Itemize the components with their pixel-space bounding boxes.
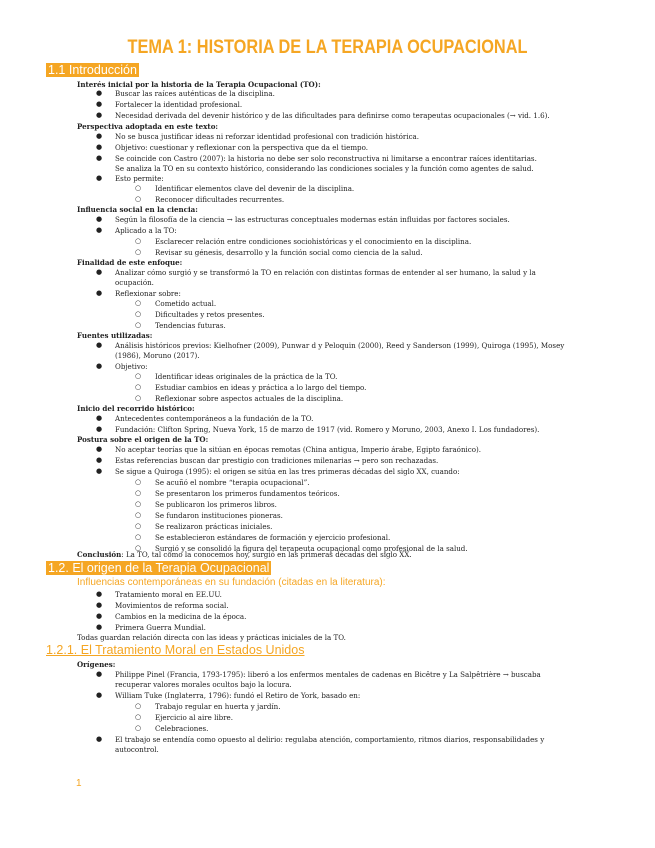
list-item: Philippe Pinel (Francia, 1793-1795): liberó a los enfermos mentales de cadenas en Bicêtre y La Salpêtrière → buscaba (115, 670, 541, 679)
conclusion: Conclusión: La TO, tal como la conocemos hoy, surgió en las primeras décadas del siglo XX. (77, 550, 412, 559)
list-item: Esto permite: (115, 174, 164, 183)
list-item: No aceptar teorías que la sitúan en épocas remotas (China antigua, Imperio árabe, Egipto faraónico). (115, 445, 482, 454)
page-number: 1 (76, 778, 82, 789)
sub-list-item: Esclarecer relación entre condiciones sociohistóricas y el conocimiento en la disciplina. (155, 237, 472, 246)
list-item: Objetivo: cuestionar y reflexionar con la perspectiva que da el tiempo. (115, 143, 368, 152)
list-item: El trabajo se entendía como opuesto al delirio: regulaba atención, comportamiento, ritmos diarios, responsabilidades y (115, 735, 545, 744)
sub-list-item: Se establecieron estándares de formación y ejercicio profesional. (155, 533, 391, 542)
list-item: Análisis históricos previos: Kielhofner (2009), Punwar d y Peloquin (2000), Reed y Sanderson (1999), Quiroga (1995), Mosey (115, 341, 565, 350)
list-item: Analizar cómo surgió y se transformó la TO en relación con distintas formas de entender al ser humano, la salud y la (115, 268, 536, 277)
sub-list-item: Se fundaron instituciones pioneras. (155, 511, 283, 520)
list-item: Tratamiento moral en EE.UU. (115, 590, 222, 599)
list-item: Buscar las raíces auténticas de la disciplina. (115, 89, 275, 98)
sub-list-item: Trabajo regular en huerta y jardín. (155, 702, 281, 711)
sub-list-item: Tendencias futuras. (155, 321, 226, 330)
list-item: Cambios en la medicina de la época. (115, 612, 247, 621)
sub-list-item: Reflexionar sobre aspectos actuales de la disciplina. (155, 394, 344, 403)
list-item: Primera Guerra Mundial. (115, 623, 206, 632)
sub-list-item: Se acuñó el nombre “terapia ocupacional”. (155, 478, 310, 487)
list-item: Estas referencias buscan dar prestigio con tradiciones milenarias → pero son rechazadas. (115, 456, 439, 465)
list-item: William Tuke (Inglaterra, 1796): fundó el Retiro de York, basado en: (115, 691, 361, 700)
sub-list-item: Revisar su génesis, desarrollo y la función social como ciencia de la salud. (155, 248, 423, 257)
label-inicio: Inicio del recorrido histórico: (77, 404, 195, 413)
list-item: Antecedentes contemporáneos a la fundación de la TO. (115, 414, 314, 423)
label-origenes: Orígenes: (77, 660, 116, 669)
sub-list-item: Se presentaron los primeros fundamentos teóricos. (155, 489, 340, 498)
list-item: Fortalecer la identidad profesional. (115, 100, 243, 109)
sub-list-item: Celebraciones. (155, 724, 209, 733)
label-influencia: Influencia social en la ciencia: (77, 205, 198, 214)
list-item: recuperar valores morales ocultos bajo la locura. (115, 680, 292, 689)
sub-list-item: Ejercicio al aire libre. (155, 713, 233, 722)
sub-list-item: Se publicaron los primeros libros. (155, 500, 277, 509)
list-item: autocontrol. (115, 745, 159, 754)
sub-list-item: Surgió y se consolidó la figura del terapeuta ocupacional como profesional de la salud. (155, 544, 468, 553)
section-heading-1-2: 1.2. El origen de la Terapia Ocupacional (48, 561, 270, 575)
list-item: Movimientos de reforma social. (115, 601, 229, 610)
sub-list-item: Reconocer dificultades recurrentes. (155, 195, 285, 204)
list-item: Se analiza la TO en su contexto histórico, considerando las condiciones sociales y la función como agentes de salud. (115, 164, 534, 173)
list-item: Fundación: Clifton Spring, Nueva York, 15 de marzo de 1917 (vid. Romero y Moruno, 2003, Anexo I. Los fundadores). (115, 425, 540, 434)
sub-list-item: Identificar ideas originales de la práctica de la TO. (155, 372, 338, 381)
list-item: Reflexionar sobre: (115, 289, 181, 298)
section-heading-1-1: 1.1 Introducción (48, 63, 137, 77)
sub-list-item: Estudiar cambios en ideas y práctica a lo largo del tiempo. (155, 383, 367, 392)
list-item: No se busca justificar ideas ni reforzar identidad profesional con tradición histórica. (115, 132, 420, 141)
list-item: Se coincide con Castro (2007): la historia no debe ser solo reconstructiva ni limitarse a encontrar raíces identitarias. (115, 154, 537, 163)
list-item: Según la filosofía de la ciencia → las estructuras conceptuales modernas están influidas por factores sociales. (115, 215, 510, 224)
closing-text: Todas guardan relación directa con las ideas y prácticas iniciales de la TO. (77, 633, 346, 642)
sub-list-item: Dificultades y retos presentes. (155, 310, 265, 319)
list-item: Se sigue a Quiroga (1995): el origen se sitúa en las tres primeras décadas del siglo XX, cuando: (115, 467, 460, 476)
list-item: Objetivo: (115, 362, 148, 371)
page-title: TEMA 1: HISTORIA DE LA TERAPIA OCUPACIONAL (127, 37, 528, 58)
list-item: Necesidad derivada del devenir histórico y de las dificultades para definirse como terapeutas ocupacionales (→ vid. 1.6). (115, 111, 550, 120)
sub-list-item: Cometido actual. (155, 299, 217, 308)
sub-heading-influencias: Influencias contemporáneas en su fundación (citadas en la literatura): (77, 577, 386, 588)
label-perspectiva: Perspectiva adoptada en este texto: (77, 122, 219, 131)
list-item: Aplicado a la TO: (115, 226, 177, 235)
section-heading-1-2-1: 1.2.1. El Tratamiento Moral en Estados Unidos (46, 643, 305, 657)
list-item: ocupación. (115, 278, 154, 287)
label-finalidad: Finalidad de este enfoque: (77, 258, 183, 267)
label-interes: Interés inicial por la historia de la Terapia Ocupacional (TO): (77, 80, 321, 89)
list-item: (1986), Moruno (2017). (115, 351, 200, 360)
sub-list-item: Identificar elementos clave del devenir de la disciplina. (155, 184, 355, 193)
sub-list-item: Se realizaron prácticas iniciales. (155, 522, 273, 531)
label-fuentes: Fuentes utilizadas: (77, 331, 153, 340)
label-postura: Postura sobre el origen de la TO: (77, 435, 209, 444)
